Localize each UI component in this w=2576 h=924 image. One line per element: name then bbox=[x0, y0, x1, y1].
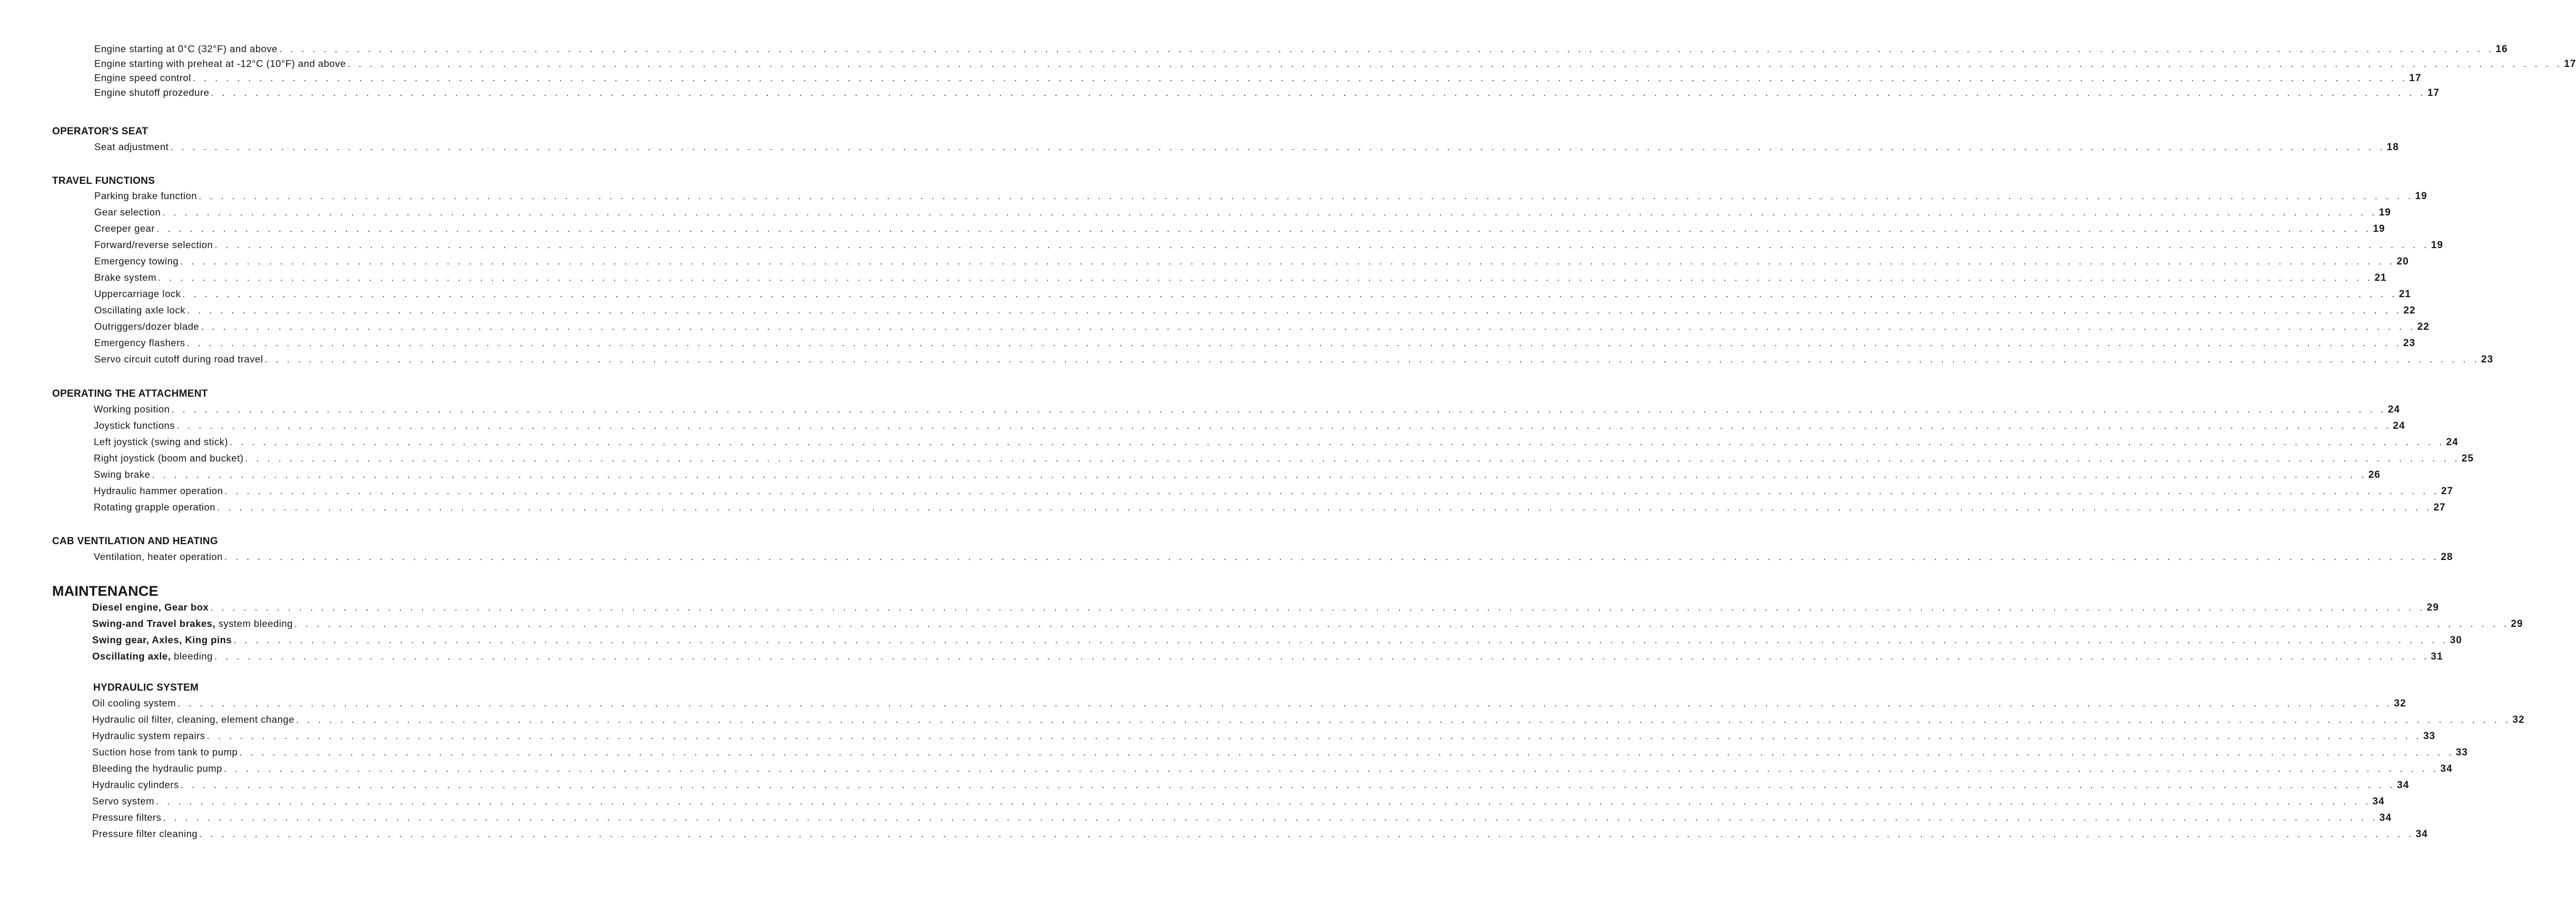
toc-page-number: 27 bbox=[2433, 502, 2446, 513]
toc-entry-title: Uppercarriage lock bbox=[94, 288, 181, 299]
toc-page-number: 34 bbox=[2440, 763, 2453, 774]
toc-entry-title: Hydraulic system repairs bbox=[92, 730, 205, 741]
dot-leader: . . . . . . . . . . . . . . . . . . . . . . . . . . . . . . . . . . . . . . . . . . . . . . . . . . . . . . . . . . . . . . . . . . . . . . . . . . . . . . . . . . . . . . . . . . . . . . . . . . . . . . . . . . . . . . . . . . . . . . . . . . . . . . . . . . . . . . . . . . . . . . . . . . . . . . . . . . . . . . . . . . . . . . . . . . . . . . . . . . . . . . . . . . . . . . . . . . . . . . . . bbox=[224, 551, 2440, 562]
dot-leader: . . . . . . . . . . . . . . . . . . . . . . . . . . . . . . . . . . . . . . . . . . . . . . . . . . . . . . . . . . . . . . . . . . . . . . . . . . . . . . . . . . . . . . . . . . . . . . . . . . . . . . . . . . . . . . . . . . . . . . . . . . . . . . . . . . . . . . . . . . . . . . . . . . . . . . . . . . . . . . . . . . . . . . . . . . . . . . . . . . . . . . . . . . . . . . . . . . . . . . . . bbox=[177, 697, 2393, 709]
toc-entry[interactable] bbox=[94, 272, 2387, 287]
toc-entry[interactable] bbox=[92, 697, 2406, 712]
toc-entry[interactable] bbox=[92, 618, 2523, 633]
toc-entry[interactable] bbox=[94, 255, 2409, 270]
dot-leader: . . . . . . . . . . . . . . . . . . . . . . . . . . . . . . . . . . . . . . . . . . . . . . . . . . . . . . . . . . . . . . . . . . . . . . . . . . . . . . . . . . . . . . . . . . . . . . . . . . . . . . . . . . . . . . . . . . . . . . . . . . . . . . . . . . . . . . . . . . . . . . . . . . . . . . . . . . . . . . . . . . . . . . . . . . . . . . . . . . . . . . . . . . . . . . . . . . . . . . . . bbox=[156, 223, 2372, 234]
toc-entry-title: Pressure filter cleaning bbox=[92, 828, 198, 839]
dot-leader: . . . . . . . . . . . . . . . . . . . . . . . . . . . . . . . . . . . . . . . . . . . . . . . . . . . . . . . . . . . . . . . . . . . . . . . . . . . . . . . . . . . . . . . . . . . . . . . . . . . . . . . . . . . . . . . . . . . . . . . . . . . . . . . . . . . . . . . . . . . . . . . . . . . . . . . . . . . . . . . . . . . . . . . . . . . . . . . . . . . . . . . . . . . . . . . . . . . . . . . . bbox=[176, 420, 2392, 431]
dot-leader: . . . . . . . . . . . . . . . . . . . . . . . . . . . . . . . . . . . . . . . . . . . . . . . . . . . . . . . . . . . . . . . . . . . . . . . . . . . . . . . . . . . . . . . . . . . . . . . . . . . . . . . . . . . . . . . . . . . . . . . . . . . . . . . . . . . . . . . . . . . . . . . . . . . . . . . . . . . . . . . . . . . . . . . . . . . . . . . . . . . . . . . . . . . . . . . . . . . . . . . . bbox=[230, 436, 2445, 447]
dot-leader: . . . . . . . . . . . . . . . . . . . . . . . . . . . . . . . . . . . . . . . . . . . . . . . . . . . . . . . . . . . . . . . . . . . . . . . . . . . . . . . . . . . . . . . . . . . . . . . . . . . . . . . . . . . . . . . . . . . . . . . . . . . . . . . . . . . . . . . . . . . . . . . . . . . . . . . . . . . . . . . . . . . . . . . . . . . . . . . . . . . . . . . . . . . . . . . . . . . . . . . . bbox=[347, 58, 2563, 69]
toc-entry-title: Emergency flashers bbox=[94, 337, 185, 348]
dot-leader: . . . . . . . . . . . . . . . . . . . . . . . . . . . . . . . . . . . . . . . . . . . . . . . . . . . . . . . . . . . . . . . . . . . . . . . . . . . . . . . . . . . . . . . . . . . . . . . . . . . . . . . . . . . . . . . . . . . . . . . . . . . . . . . . . . . . . . . . . . . . . . . . . . . . . . . . . . . . . . . . . . . . . . . . . . . . . . . . . . . . . . . . . . . . . . . . . . . . . . . . bbox=[192, 72, 2408, 83]
toc-entry-title: Gear selection bbox=[94, 207, 161, 218]
section-heading-operators-seat: OPERATOR'S SEAT bbox=[52, 126, 149, 137]
toc-entry-title: Emergency towing bbox=[94, 255, 179, 267]
toc-entry-title bbox=[92, 634, 232, 646]
toc-entry-title-bold: Swing gear, Axles, King pins bbox=[92, 634, 232, 645]
dot-leader: . . . . . . . . . . . . . . . . . . . . . . . . . . . . . . . . . . . . . . . . . . . . . . . . . . . . . . . . . . . . . . . . . . . . . . . . . . . . . . . . . . . . . . . . . . . . . . . . . . . . . . . . . . . . . . . . . . . . . . . . . . . . . . . . . . . . . . . . . . . . . . . . . . . . . . . . . . . . . . . . . . . . . . . . . . . . . . . . . . . . . . . . . . . . . . . . . . . . . . . . bbox=[171, 404, 2386, 415]
toc-entry-title-bold: Swing-and Travel brakes, bbox=[92, 618, 216, 629]
toc-entry[interactable] bbox=[94, 239, 2443, 254]
toc-entry-title: Engine starting with preheat at -12°C (10°F) and above bbox=[94, 58, 346, 69]
toc-page-number: 28 bbox=[2441, 552, 2453, 563]
toc-entry-title: Right joystick (boom and bucket) bbox=[94, 453, 244, 464]
dot-leader: . . . . . . . . . . . . . . . . . . . . . . . . . . . . . . . . . . . . . . . . . . . . . . . . . . . . . . . . . . . . . . . . . . . . . . . . . . . . . . . . . . . . . . . . . . . . . . . . . . . . . . . . . . . . . . . . . . . . . . . . . . . . . . . . . . . . . . . . . . . . . . . . . . . . . . . . . . . . . . . . . . . . . . . . . . . . . . . . . . . . . . . . . . . . . . . . . . . . . . . . bbox=[239, 746, 2454, 758]
toc-page-number: 25 bbox=[2461, 453, 2474, 464]
toc-entry-title: Servo circuit cutoff during road travel bbox=[94, 353, 263, 365]
toc-page-number: 19 bbox=[2378, 207, 2391, 218]
toc-entry-title: Rotating grapple operation bbox=[94, 502, 216, 513]
dot-leader: . . . . . . . . . . . . . . . . . . . . . . . . . . . . . . . . . . . . . . . . . . . . . . . . . . . . . . . . . . . . . . . . . . . . . . . . . . . . . . . . . . . . . . . . . . . . . . . . . . . . . . . . . . . . . . . . . . . . . . . . . . . . . . . . . . . . . . . . . . . . . . . . . . . . . . . . . . . . . . . . . . . . . . . . . . . . . . . . . . . . . . . . . . . . . . . . . . . . . . . . bbox=[211, 87, 2426, 98]
toc-entry-title bbox=[92, 602, 209, 613]
toc-page-number: 32 bbox=[2512, 714, 2525, 725]
dot-leader: . . . . . . . . . . . . . . . . . . . . . . . . . . . . . . . . . . . . . . . . . . . . . . . . . . . . . . . . . . . . . . . . . . . . . . . . . . . . . . . . . . . . . . . . . . . . . . . . . . . . . . . . . . . . . . . . . . . . . . . . . . . . . . . . . . . . . . . . . . . . . . . . . . . . . . . . . . . . . . . . . . . . . . . . . . . . . . . . . . . . . . . . . . . . . . . . . . . . . . . . bbox=[156, 795, 2371, 807]
toc-page-number: 19 bbox=[2431, 240, 2443, 251]
toc-page-number: 26 bbox=[2368, 469, 2381, 480]
toc-page-number: 19 bbox=[2415, 191, 2427, 202]
toc-entry-title: Oil cooling system bbox=[92, 697, 176, 709]
toc-entry-title: Working position bbox=[94, 404, 170, 415]
toc-entry-title: Pressure filters bbox=[92, 812, 162, 823]
dot-leader: . . . . . . . . . . . . . . . . . . . . . . . . . . . . . . . . . . . . . . . . . . . . . . . . . . . . . . . . . . . . . . . . . . . . . . . . . . . . . . . . . . . . . . . . . . . . . . . . . . . . . . . . . . . . . . . . . . . . . . . . . . . . . . . . . . . . . . . . . . . . . . . . . . . . . . . . . . . . . . . . . . . . . . . . . . . . . . . . . . . . . . . . . . . . . . . . . . . . . . . . bbox=[217, 502, 2432, 513]
dot-leader: . . . . . . . . . . . . . . . . . . . . . . . . . . . . . . . . . . . . . . . . . . . . . . . . . . . . . . . . . . . . . . . . . . . . . . . . . . . . . . . . . . . . . . . . . . . . . . . . . . . . . . . . . . . . . . . . . . . . . . . . . . . . . . . . . . . . . . . . . . . . . . . . . . . . . . . . . . . . . . . . . . . . . . . . . . . . . . . . . . . . . . . . . . . . . . . . . . . . . . . . bbox=[214, 239, 2430, 250]
dot-leader: . . . . . . . . . . . . . . . . . . . . . . . . . . . . . . . . . . . . . . . . . . . . . . . . . . . . . . . . . . . . . . . . . . . . . . . . . . . . . . . . . . . . . . . . . . . . . . . . . . . . . . . . . . . . . . . . . . . . . . . . . . . . . . . . . . . . . . . . . . . . . . . . . . . . . . . . . . . . . . . . . . . . . . . . . . . . . . . . . . . . . . . . . . . . . . . . . . . . . . . . bbox=[210, 602, 2425, 613]
toc-entry[interactable] bbox=[94, 304, 2416, 319]
toc-entry[interactable] bbox=[92, 812, 2392, 827]
dot-leader: . . . . . . . . . . . . . . . . . . . . . . . . . . . . . . . . . . . . . . . . . . . . . . . . . . . . . . . . . . . . . . . . . . . . . . . . . . . . . . . . . . . . . . . . . . . . . . . . . . . . . . . . . . . . . . . . . . . . . . . . . . . . . . . . . . . . . . . . . . . . . . . . . . . . . . . . . . . . . . . . . . . . . . . . . . . . . . . . . . . . . . . . . . . . . . . . . . . . . . . . bbox=[214, 651, 2430, 662]
toc-entry[interactable] bbox=[92, 746, 2468, 761]
toc-page-number: 33 bbox=[2455, 747, 2468, 758]
toc-entry-title: Engine starting at 0°C (32°F) and above bbox=[94, 43, 278, 54]
toc-entry[interactable] bbox=[94, 485, 2453, 500]
toc-page-number: 24 bbox=[2393, 420, 2405, 431]
toc-entry[interactable] bbox=[92, 651, 2443, 665]
dot-leader: . . . . . . . . . . . . . . . . . . . . . . . . . . . . . . . . . . . . . . . . . . . . . . . . . . . . . . . . . . . . . . . . . . . . . . . . . . . . . . . . . . . . . . . . . . . . . . . . . . . . . . . . . . . . . . . . . . . . . . . . . . . . . . . . . . . . . . . . . . . . . . . . . . . . . . . . . . . . . . . . . . . . . . . . . . . . . . . . . . . . . . . . . . . . . . . . . . . . . . . . bbox=[279, 43, 2494, 54]
toc-entry[interactable] bbox=[94, 453, 2474, 467]
toc-entry-title: Hydraulic hammer operation bbox=[94, 485, 223, 496]
toc-entry-title bbox=[92, 651, 213, 662]
toc-entry-title: Outriggers/dozer blade bbox=[94, 321, 200, 332]
toc-page-number: 27 bbox=[2441, 486, 2453, 497]
section-heading-operating-attachment: OPERATING THE ATTACHMENT bbox=[52, 388, 208, 399]
toc-page-number: 17 bbox=[2564, 58, 2576, 70]
toc-entry-title bbox=[92, 618, 293, 630]
toc-entry-title: Engine shutoff prozedure bbox=[94, 87, 210, 98]
dot-leader: . . . . . . . . . . . . . . . . . . . . . . . . . . . . . . . . . . . . . . . . . . . . . . . . . . . . . . . . . . . . . . . . . . . . . . . . . . . . . . . . . . . . . . . . . . . . . . . . . . . . . . . . . . . . . . . . . . . . . . . . . . . . . . . . . . . . . . . . . . . . . . . . . . . . . . . . . . . . . . . . . . . . . . . . . . . . . . . . . . . . . . . . . . . . . . . . . . . . . . . . bbox=[170, 141, 2385, 152]
section-heading-hydraulic-system: HYDRAULIC SYSTEM bbox=[93, 682, 199, 693]
toc-entry[interactable] bbox=[94, 353, 2494, 368]
toc-entry-title: Swing brake bbox=[94, 469, 151, 480]
dot-leader: . . . . . . . . . . . . . . . . . . . . . . . . . . . . . . . . . . . . . . . . . . . . . . . . . . . . . . . . . . . . . . . . . . . . . . . . . . . . . . . . . . . . . . . . . . . . . . . . . . . . . . . . . . . . . . . . . . . . . . . . . . . . . . . . . . . . . . . . . . . . . . . . . . . . . . . . . . . . . . . . . . . . . . . . . . . . . . . . . . . . . . . . . . . . . . . . . . . . . . . . bbox=[245, 453, 2460, 464]
toc-entry-title: Ventilation, heater operation bbox=[94, 551, 223, 562]
toc-entry[interactable] bbox=[94, 551, 2453, 566]
toc-entry[interactable] bbox=[92, 795, 2385, 810]
dot-leader: . . . . . . . . . . . . . . . . . . . . . . . . . . . . . . . . . . . . . . . . . . . . . . . . . . . . . . . . . . . . . . . . . . . . . . . . . . . . . . . . . . . . . . . . . . . . . . . . . . . . . . . . . . . . . . . . . . . . . . . . . . . . . . . . . . . . . . . . . . . . . . . . . . . . . . . . . . . . . . . . . . . . . . . . . . . . . . . . . . . . . . . . . . . . . . . . . . . . . . . . bbox=[206, 730, 2422, 741]
toc-page-number: 29 bbox=[2511, 618, 2523, 630]
toc-entry[interactable] bbox=[94, 288, 2411, 303]
dot-leader: . . . . . . . . . . . . . . . . . . . . . . . . . . . . . . . . . . . . . . . . . . . . . . . . . . . . . . . . . . . . . . . . . . . . . . . . . . . . . . . . . . . . . . . . . . . . . . . . . . . . . . . . . . . . . . . . . . . . . . . . . . . . . . . . . . . . . . . . . . . . . . . . . . . . . . . . . . . . . . . . . . . . . . . . . . . . . . . . . . . . . . . . . . . . . . . . . . . . . . . . bbox=[224, 485, 2440, 496]
toc-entry[interactable] bbox=[94, 469, 2381, 484]
dot-leader: . . . . . . . . . . . . . . . . . . . . . . . . . . . . . . . . . . . . . . . . . . . . . . . . . . . . . . . . . . . . . . . . . . . . . . . . . . . . . . . . . . . . . . . . . . . . . . . . . . . . . . . . . . . . . . . . . . . . . . . . . . . . . . . . . . . . . . . . . . . . . . . . . . . . . . . . . . . . . . . . . . . . . . . . . . . . . . . . . . . . . . . . . . . . . . . . . . . . . . . . bbox=[162, 207, 2377, 218]
toc-entry[interactable] bbox=[94, 207, 2391, 221]
toc-entry[interactable] bbox=[94, 436, 2459, 451]
toc-page-number: 23 bbox=[2403, 338, 2416, 349]
toc-entry[interactable] bbox=[92, 763, 2453, 778]
toc-entry-title-bold: Oscillating axle, bbox=[92, 651, 171, 662]
dot-leader: . . . . . . . . . . . . . . . . . . . . . . . . . . . . . . . . . . . . . . . . . . . . . . . . . . . . . . . . . . . . . . . . . . . . . . . . . . . . . . . . . . . . . . . . . . . . . . . . . . . . . . . . . . . . . . . . . . . . . . . . . . . . . . . . . . . . . . . . . . . . . . . . . . . . . . . . . . . . . . . . . . . . . . . . . . . . . . . . . . . . . . . . . . . . . . . . . . . . . . . . bbox=[186, 337, 2402, 348]
toc-entry-title-bold: Diesel engine, Gear box bbox=[92, 602, 209, 613]
dot-leader: . . . . . . . . . . . . . . . . . . . . . . . . . . . . . . . . . . . . . . . . . . . . . . . . . . . . . . . . . . . . . . . . . . . . . . . . . . . . . . . . . . . . . . . . . . . . . . . . . . . . . . . . . . . . . . . . . . . . . . . . . . . . . . . . . . . . . . . . . . . . . . . . . . . . . . . . . . . . . . . . . . . . . . . . . . . . . . . . . . . . . . . . . . . . . . . . . . . . . . . . bbox=[186, 304, 2402, 316]
toc-entry[interactable] bbox=[92, 730, 2436, 745]
toc-entry-title: Creeper gear bbox=[94, 223, 155, 234]
toc-page-number: 22 bbox=[2417, 321, 2430, 332]
chapter-heading-maintenance: MAINTENANCE bbox=[52, 583, 159, 599]
toc-entry-title: Parking brake function bbox=[94, 190, 198, 201]
toc-entry-title: Seat adjustment bbox=[94, 141, 169, 152]
toc-page-number: 16 bbox=[2495, 44, 2508, 55]
dot-leader: . . . . . . . . . . . . . . . . . . . . . . . . . . . . . . . . . . . . . . . . . . . . . . . . . . . . . . . . . . . . . . . . . . . . . . . . . . . . . . . . . . . . . . . . . . . . . . . . . . . . . . . . . . . . . . . . . . . . . . . . . . . . . . . . . . . . . . . . . . . . . . . . . . . . . . . . . . . . . . . . . . . . . . . . . . . . . . . . . . . . . . . . . . . . . . . . . . . . . . . . bbox=[199, 190, 2414, 201]
toc-entry[interactable] bbox=[94, 420, 2405, 435]
toc-page-number: 32 bbox=[2394, 698, 2406, 709]
toc-entry-title: Left joystick (swing and stick) bbox=[94, 436, 229, 447]
toc-entry[interactable] bbox=[92, 779, 2410, 794]
toc-entry-title: Servo system bbox=[92, 795, 155, 807]
toc-page-number: 20 bbox=[2396, 256, 2409, 267]
toc-entry[interactable] bbox=[94, 223, 2385, 238]
toc-entry-title: Hydraulic cylinders bbox=[92, 779, 179, 790]
toc-entry-title: Hydraulic oil filter, cleaning, element change bbox=[92, 714, 294, 725]
toc-entry-engine-speed[interactable] bbox=[94, 72, 2422, 87]
dot-leader: . . . . . . . . . . . . . . . . . . . . . . . . . . . . . . . . . . . . . . . . . . . . . . . . . . . . . . . . . . . . . . . . . . . . . . . . . . . . . . . . . . . . . . . . . . . . . . . . . . . . . . . . . . . . . . . . . . . . . . . . . . . . . . . . . . . . . . . . . . . . . . . . . . . . . . . . . . . . . . . . . . . . . . . . . . . . . . . . . . . . . . . . . . . . . . . . . . . . . . . . bbox=[163, 812, 2378, 823]
toc-entry[interactable] bbox=[94, 321, 2430, 336]
toc-entry[interactable] bbox=[92, 634, 2462, 649]
toc-entry-title: Oscillating axle lock bbox=[94, 304, 185, 316]
toc-entry-engine-shutoff[interactable] bbox=[94, 87, 2440, 102]
toc-page-number: 24 bbox=[2387, 404, 2400, 415]
toc-page-number: 29 bbox=[2426, 602, 2439, 613]
toc-entry-title: Suction hose from tank to pump bbox=[92, 746, 238, 758]
dot-leader: . . . . . . . . . . . . . . . . . . . . . . . . . . . . . . . . . . . . . . . . . . . . . . . . . . . . . . . . . . . . . . . . . . . . . . . . . . . . . . . . . . . . . . . . . . . . . . . . . . . . . . . . . . . . . . . . . . . . . . . . . . . . . . . . . . . . . . . . . . . . . . . . . . . . . . . . . . . . . . . . . . . . . . . . . . . . . . . . . . . . . . . . . . . . . . . . . . . . . . . . bbox=[264, 353, 2480, 365]
dot-leader: . . . . . . . . . . . . . . . . . . . . . . . . . . . . . . . . . . . . . . . . . . . . . . . . . . . . . . . . . . . . . . . . . . . . . . . . . . . . . . . . . . . . . . . . . . . . . . . . . . . . . . . . . . . . . . . . . . . . . . . . . . . . . . . . . . . . . . . . . . . . . . . . . . . . . . . . . . . . . . . . . . . . . . . . . . . . . . . . . . . . . . . . . . . . . . . . . . . . . . . . bbox=[223, 763, 2439, 774]
toc-entry-title-rest: system bleeding bbox=[215, 618, 293, 629]
toc-entry[interactable] bbox=[94, 502, 2446, 516]
toc-page-number: 23 bbox=[2481, 354, 2494, 365]
toc-page-number: 31 bbox=[2431, 651, 2443, 662]
dot-leader: . . . . . . . . . . . . . . . . . . . . . . . . . . . . . . . . . . . . . . . . . . . . . . . . . . . . . . . . . . . . . . . . . . . . . . . . . . . . . . . . . . . . . . . . . . . . . . . . . . . . . . . . . . . . . . . . . . . . . . . . . . . . . . . . . . . . . . . . . . . . . . . . . . . . . . . . . . . . . . . . . . . . . . . . . . . . . . . . . . . . . . . . . . . . . . . . . . . . . . . . bbox=[180, 255, 2395, 267]
toc-page-number: 34 bbox=[2415, 829, 2428, 840]
dot-leader: . . . . . . . . . . . . . . . . . . . . . . . . . . . . . . . . . . . . . . . . . . . . . . . . . . . . . . . . . . . . . . . . . . . . . . . . . . . . . . . . . . . . . . . . . . . . . . . . . . . . . . . . . . . . . . . . . . . . . . . . . . . . . . . . . . . . . . . . . . . . . . . . . . . . . . . . . . . . . . . . . . . . . . . . . . . . . . . . . . . . . . . . . . . . . . . . . . . . . . . . bbox=[182, 288, 2397, 299]
toc-entry-title: Forward/reverse selection bbox=[94, 239, 213, 250]
toc-entry[interactable] bbox=[92, 828, 2428, 843]
toc-page-number: 18 bbox=[2386, 142, 2399, 153]
toc-page-number: 30 bbox=[2450, 635, 2462, 646]
dot-leader: . . . . . . . . . . . . . . . . . . . . . . . . . . . . . . . . . . . . . . . . . . . . . . . . . . . . . . . . . . . . . . . . . . . . . . . . . . . . . . . . . . . . . . . . . . . . . . . . . . . . . . . . . . . . . . . . . . . . . . . . . . . . . . . . . . . . . . . . . . . . . . . . . . . . . . . . . . . . . . . . . . . . . . . . . . . . . . . . . . . . . . . . . . . . . . . . . . . . . . . . bbox=[199, 828, 2414, 839]
toc-page-number: 34 bbox=[2397, 780, 2410, 791]
toc-page-number: 34 bbox=[2379, 812, 2392, 823]
dot-leader: . . . . . . . . . . . . . . . . . . . . . . . . . . . . . . . . . . . . . . . . . . . . . . . . . . . . . . . . . . . . . . . . . . . . . . . . . . . . . . . . . . . . . . . . . . . . . . . . . . . . . . . . . . . . . . . . . . . . . . . . . . . . . . . . . . . . . . . . . . . . . . . . . . . . . . . . . . . . . . . . . . . . . . . . . . . . . . . . . . . . . . . . . . . . . . . . . . . . . . . . bbox=[158, 272, 2373, 283]
toc-page-number: 33 bbox=[2423, 731, 2436, 742]
toc-page-number: 34 bbox=[2372, 796, 2385, 807]
dot-leader: . . . . . . . . . . . . . . . . . . . . . . . . . . . . . . . . . . . . . . . . . . . . . . . . . . . . . . . . . . . . . . . . . . . . . . . . . . . . . . . . . . . . . . . . . . . . . . . . . . . . . . . . . . . . . . . . . . . . . . . . . . . . . . . . . . . . . . . . . . . . . . . . . . . . . . . . . . . . . . . . . . . . . . . . . . . . . . . . . . . . . . . . . . . . . . . . . . . . . . . . bbox=[152, 469, 2367, 480]
dot-leader: . . . . . . . . . . . . . . . . . . . . . . . . . . . . . . . . . . . . . . . . . . . . . . . . . . . . . . . . . . . . . . . . . . . . . . . . . . . . . . . . . . . . . . . . . . . . . . . . . . . . . . . . . . . . . . . . . . . . . . . . . . . . . . . . . . . . . . . . . . . . . . . . . . . . . . . . . . . . . . . . . . . . . . . . . . . . . . . . . . . . . . . . . . . . . . . . . . . . . . . . bbox=[233, 634, 2449, 645]
toc-entry-engine-preheat[interactable] bbox=[94, 58, 2576, 73]
toc-entry[interactable] bbox=[92, 714, 2525, 729]
dot-leader: . . . . . . . . . . . . . . . . . . . . . . . . . . . . . . . . . . . . . . . . . . . . . . . . . . . . . . . . . . . . . . . . . . . . . . . . . . . . . . . . . . . . . . . . . . . . . . . . . . . . . . . . . . . . . . . . . . . . . . . . . . . . . . . . . . . . . . . . . . . . . . . . . . . . . . . . . . . . . . . . . . . . . . . . . . . . . . . . . . . . . . . . . . . . . . . . . . . . . . . . bbox=[294, 618, 2510, 629]
toc-entry-title: Bleeding the hydraulic pump bbox=[92, 763, 222, 774]
toc-entry[interactable] bbox=[94, 190, 2427, 205]
toc-page-number: 24 bbox=[2446, 437, 2459, 448]
toc-entry-seat-adjustment[interactable] bbox=[94, 141, 2399, 156]
section-heading-travel-functions: TRAVEL FUNCTIONS bbox=[52, 175, 155, 186]
toc-entry[interactable] bbox=[94, 404, 2400, 418]
section-heading-cab-ventilation: CAB VENTILATION AND HEATING bbox=[52, 536, 218, 547]
toc-entry[interactable] bbox=[94, 337, 2416, 352]
toc-entry-title: Brake system bbox=[94, 272, 157, 283]
toc-entry-title: Engine speed control bbox=[94, 72, 191, 83]
toc-page-number: 21 bbox=[2399, 289, 2411, 300]
dot-leader: . . . . . . . . . . . . . . . . . . . . . . . . . . . . . . . . . . . . . . . . . . . . . . . . . . . . . . . . . . . . . . . . . . . . . . . . . . . . . . . . . . . . . . . . . . . . . . . . . . . . . . . . . . . . . . . . . . . . . . . . . . . . . . . . . . . . . . . . . . . . . . . . . . . . . . . . . . . . . . . . . . . . . . . . . . . . . . . . . . . . . . . . . . . . . . . . . . . . . . . . bbox=[295, 714, 2511, 725]
toc-page-number: 22 bbox=[2403, 305, 2416, 316]
dot-leader: . . . . . . . . . . . . . . . . . . . . . . . . . . . . . . . . . . . . . . . . . . . . . . . . . . . . . . . . . . . . . . . . . . . . . . . . . . . . . . . . . . . . . . . . . . . . . . . . . . . . . . . . . . . . . . . . . . . . . . . . . . . . . . . . . . . . . . . . . . . . . . . . . . . . . . . . . . . . . . . . . . . . . . . . . . . . . . . . . . . . . . . . . . . . . . . . . . . . . . . . bbox=[201, 321, 2416, 332]
toc-page-number: 17 bbox=[2409, 73, 2422, 84]
toc-entry[interactable] bbox=[92, 602, 2439, 616]
dot-leader: . . . . . . . . . . . . . . . . . . . . . . . . . . . . . . . . . . . . . . . . . . . . . . . . . . . . . . . . . . . . . . . . . . . . . . . . . . . . . . . . . . . . . . . . . . . . . . . . . . . . . . . . . . . . . . . . . . . . . . . . . . . . . . . . . . . . . . . . . . . . . . . . . . . . . . . . . . . . . . . . . . . . . . . . . . . . . . . . . . . . . . . . . . . . . . . . . . . . . . . . bbox=[180, 779, 2396, 790]
toc-page-number: 21 bbox=[2374, 272, 2387, 283]
toc-entry-engine-starting[interactable] bbox=[94, 43, 2508, 58]
toc-page-number: 19 bbox=[2373, 223, 2385, 234]
toc-page-number: 17 bbox=[2427, 87, 2440, 99]
toc-entry-title-rest: bleeding bbox=[171, 651, 213, 662]
toc-entry-title: Joystick functions bbox=[94, 420, 175, 431]
